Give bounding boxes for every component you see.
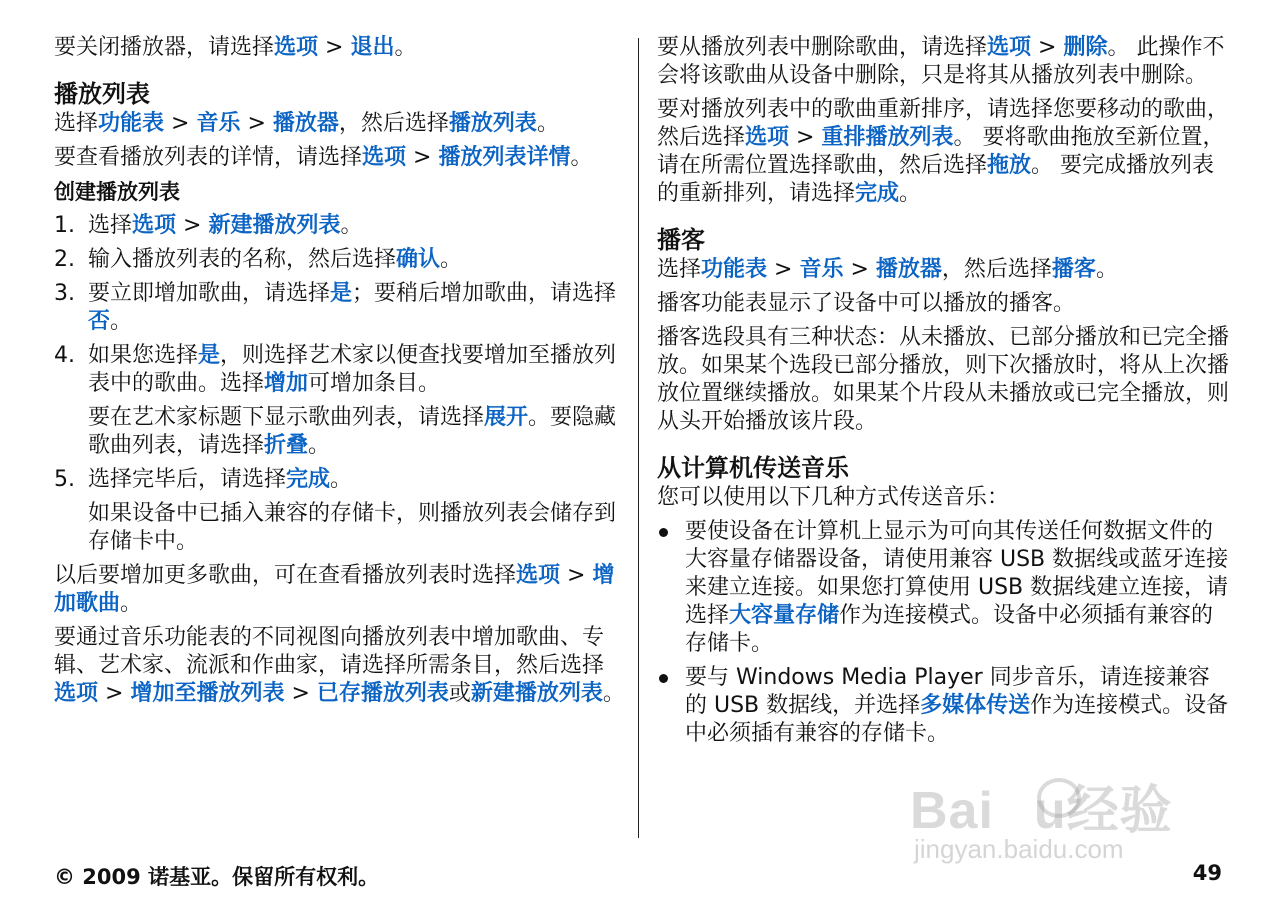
step-number: 3.: [54, 281, 75, 306]
menu-playlists: 播放列表: [448, 111, 537, 136]
podcast-states-paragraph: 播客选段具有三种状态：从未播放、已部分播放和已完全播放。如果某个选段已部分播放，则下次播放时，将从上次播放位置继续播放。如果某个片段从未播放或已完全播放，则从头开始播放该片段。: [657, 325, 1230, 434]
menu-playlist-details: 播放列表详情: [438, 145, 571, 170]
separator: >: [843, 257, 876, 282]
text: 如果设备中已插入兼容的存储卡，则播放列表会储存到存储卡中。: [88, 501, 617, 554]
separator: >: [164, 111, 197, 136]
menu-options: 选项: [132, 213, 177, 238]
menu-options: 选项: [516, 563, 561, 588]
text: 或: [448, 681, 471, 706]
step-number: 5.: [54, 467, 75, 492]
heading-playlists: 播放列表: [54, 80, 150, 108]
text: 要查看播放列表的详情，请选择: [54, 145, 363, 170]
text: 。 要完成播放列表的重新排列，请选择: [657, 153, 1215, 206]
text: 。 要将歌曲拖放至新位置，请在所需位置选择歌曲，然后选择: [657, 125, 1225, 178]
separator: >: [767, 257, 800, 282]
text: 。: [340, 213, 363, 238]
select-playlists-paragraph: [54, 110, 626, 138]
step-5: [54, 466, 626, 556]
menu-yes: 是: [198, 343, 221, 368]
menu-new-playlist: 新建播放列表: [208, 213, 341, 238]
text: ；要稍后增加歌曲，请选择: [352, 281, 617, 306]
separator: >: [789, 125, 822, 150]
delete-paragraph: [657, 34, 1229, 90]
menu-exit: 退出: [350, 35, 395, 60]
left-column: [54, 34, 626, 714]
menu-options: 选项: [274, 35, 319, 60]
views-paragraph: [54, 624, 626, 708]
text: 要关闭播放器，请选择: [54, 35, 275, 60]
transfer-methods-list: [657, 518, 1229, 748]
page-number: 49: [1192, 861, 1222, 885]
separator: >: [318, 35, 351, 60]
separator: >: [98, 681, 131, 706]
separator: >: [1031, 35, 1064, 60]
menu-done: 完成: [855, 181, 900, 206]
watermark-url: jingyan.baidu.com: [914, 834, 1124, 864]
text: 。: [899, 181, 922, 206]
menu-reorder-playlist: 重排播放列表: [821, 125, 954, 150]
menu-collapse: 折叠: [264, 433, 309, 458]
text: 选择完毕后，请选择: [88, 467, 287, 492]
text: 要与 Windows Media Player 同步音乐，请连接兼容的 USB 数据线，并选择: [685, 665, 1210, 718]
text: 。: [110, 309, 133, 334]
text: ，然后选择: [941, 257, 1052, 282]
text: 输入播放列表的名称，然后选择: [88, 247, 397, 272]
select-podcasts-paragraph: [657, 256, 1229, 284]
step-5-note: [88, 500, 626, 556]
menu-player: 播放器: [272, 111, 339, 136]
menu-confirm: 确认: [396, 247, 441, 272]
copyright: © 2009 诺基亚。保留所有权利。: [54, 865, 380, 889]
menu-drag: 拖放: [987, 153, 1032, 178]
heading-transfer-music: 从计算机传送音乐: [657, 454, 849, 482]
column-divider: [638, 38, 639, 838]
text: 要立即增加歌曲，请选择: [88, 281, 331, 306]
menu-player: 播放器: [875, 257, 942, 282]
text: 。: [536, 111, 559, 136]
exit-paragraph: [54, 34, 626, 62]
menu-delete: 删除: [1063, 35, 1108, 60]
text: 选择: [54, 111, 99, 136]
menu-saved-playlists: 已存播放列表: [316, 681, 449, 706]
text: 要从播放列表中删除歌曲，请选择: [657, 35, 988, 60]
separator: >: [560, 563, 593, 588]
add-more-paragraph: [54, 562, 626, 618]
text: 作为连接模式。设备中必须插有兼容的存储卡。: [685, 603, 1214, 656]
text: 。要隐藏歌曲列表，请选择: [88, 405, 617, 458]
bullet-mass-storage: [657, 518, 1229, 658]
text: 。: [1095, 257, 1118, 282]
separator: >: [176, 213, 209, 238]
step-4-note: [88, 404, 626, 460]
separator: >: [240, 111, 273, 136]
menu-expand: 展开: [484, 405, 529, 430]
text: 。: [570, 145, 593, 170]
separator: >: [284, 681, 317, 706]
bullet-icon: [659, 674, 668, 683]
text: 。: [602, 681, 625, 706]
heading-podcasts: 播客: [657, 226, 705, 254]
text: 要使设备在计算机上显示为可向其传送任何数据文件的大容量存储器设备，请使用兼容 USB 数据线或蓝牙连接来建立连接。如果您打算使用 USB 数据线建立连接，请选择: [685, 519, 1229, 628]
text: 可增加条目。: [308, 371, 441, 396]
baidu-watermark: [902, 768, 1202, 878]
step-1: [54, 212, 626, 240]
step-number: 1.: [54, 213, 75, 238]
text: 选择: [88, 213, 133, 238]
menu-add-songs: 增加歌曲: [54, 563, 615, 616]
menu-no: 否: [88, 309, 111, 334]
text: 。: [120, 591, 143, 616]
text: 要通过音乐功能表的不同视图向播放列表中增加歌曲、专辑、艺术家、流派和作曲家，请选择所需条目，然后选择: [54, 625, 605, 678]
menu-media-transfer: 多媒体传送: [920, 693, 1031, 718]
create-steps-list: [54, 212, 626, 556]
menu-functions: 功能表: [98, 111, 165, 136]
text: ，然后选择: [338, 111, 449, 136]
podcast-menu-paragraph: 播客功能表显示了设备中可以播放的播客。: [657, 291, 1076, 316]
text: 要在艺术家标题下显示歌曲列表，请选择: [88, 405, 485, 430]
bullet-media-transfer: [657, 664, 1229, 748]
playlist-details-paragraph: [54, 144, 626, 172]
watermark-logo-icon: Bai u经验: [910, 782, 1173, 840]
menu-options: 选项: [54, 681, 99, 706]
right-column: [657, 34, 1229, 754]
transfer-intro-paragraph: 您可以使用以下几种方式传送音乐：: [657, 485, 1010, 510]
text: ，则选择艺术家以便查找要增加至播放列表中的歌曲。选择: [88, 343, 617, 396]
menu-options: 选项: [745, 125, 790, 150]
bullet-icon: [659, 528, 668, 537]
text: 作为连接模式。设备中必须插有兼容的存储卡。: [685, 693, 1229, 746]
text: 如果您选择: [88, 343, 199, 368]
reorder-paragraph: [657, 96, 1229, 208]
menu-done: 完成: [286, 467, 331, 492]
menu-add: 增加: [264, 371, 309, 396]
menu-options: 选项: [362, 145, 407, 170]
menu-new-playlist: 新建播放列表: [470, 681, 603, 706]
menu-add-to-playlist: 增加至播放列表: [130, 681, 285, 706]
text: 。: [440, 247, 463, 272]
text: 选择: [657, 257, 702, 282]
paw-icon: [1037, 778, 1081, 818]
step-2: [54, 246, 626, 274]
heading-create-playlist: 创建播放列表: [54, 180, 180, 204]
menu-functions: 功能表: [701, 257, 768, 282]
separator: >: [406, 145, 439, 170]
text: 。: [330, 467, 353, 492]
menu-yes: 是: [330, 281, 353, 306]
text: 。: [308, 433, 331, 458]
text: 以后要增加更多歌曲，可在查看播放列表时选择: [54, 563, 517, 588]
step-4: [54, 342, 626, 460]
menu-music: 音乐: [799, 257, 844, 282]
menu-podcasts: 播客: [1051, 257, 1096, 282]
text: 。 此操作不会将该歌曲从设备中删除，只是将其从播放列表中删除。: [657, 35, 1225, 88]
text: 要对播放列表中的歌曲重新排序，请选择您要移动的歌曲，然后选择: [657, 97, 1230, 150]
step-3: [54, 280, 626, 336]
menu-options: 选项: [987, 35, 1032, 60]
menu-mass-storage: 大容量存储: [729, 603, 840, 628]
menu-music: 音乐: [196, 111, 241, 136]
step-number: 4.: [54, 343, 75, 368]
step-number: 2.: [54, 247, 75, 272]
text: 。: [394, 35, 417, 60]
